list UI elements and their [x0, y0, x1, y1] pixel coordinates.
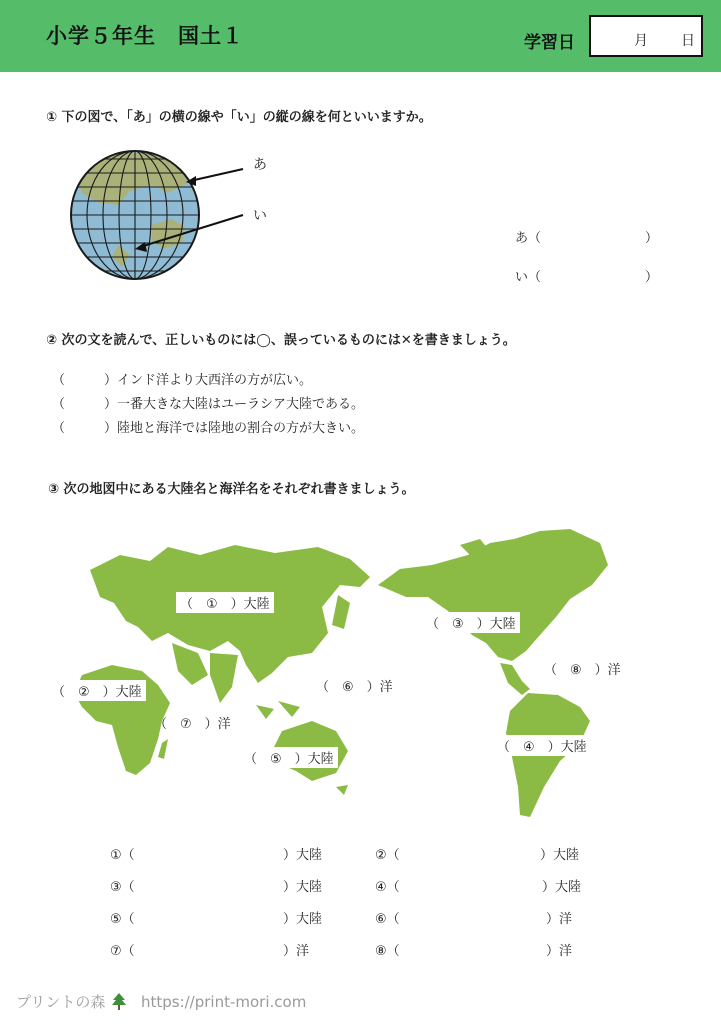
answer-close: ）大陸: [283, 880, 323, 895]
footer-brand: プリントの森: [16, 993, 106, 1011]
tf-item-3[interactable]: （ ）陸地と海洋では陸地の割合の方が大きい。: [52, 421, 365, 436]
date-day-label: 日: [681, 33, 695, 49]
answer-open: ⑧（: [375, 944, 400, 959]
footer: [16, 990, 306, 1012]
map-label-5: （ ⑤ ）大陸: [240, 747, 338, 768]
map-label-2: （ ② ）大陸: [48, 680, 146, 701]
tf-item-1[interactable]: （ ）インド洋より大西洋の方が広い。: [52, 373, 313, 388]
map-label-6: （ ⑥ ）洋: [316, 680, 393, 695]
answer-i-field[interactable]: い（ ）: [515, 270, 659, 285]
map-label-4: （ ④ ）大陸: [493, 735, 591, 756]
answer-a-field[interactable]: あ（ ）: [515, 231, 659, 246]
question-2-prompt: ② 次の文を読んで、正しいものには◯、誤っているものには✕を書きましょう。: [46, 333, 516, 348]
answer-close: ）洋: [546, 912, 573, 927]
answer-open: ⑦（: [110, 944, 135, 959]
answer-close: ）洋: [546, 944, 573, 959]
globe-illustration: [60, 145, 280, 285]
globe-label-a: あ: [253, 157, 267, 173]
tf-item-2[interactable]: （ ）一番大きな大陸はユーラシア大陸である。: [52, 397, 365, 412]
map-label-3: （ ③ ）大陸: [422, 612, 520, 633]
answer-open: ③（: [110, 880, 135, 895]
answer-close: ）洋: [283, 944, 310, 959]
globe-label-i: い: [253, 208, 267, 224]
answer-open: ②（: [375, 848, 400, 863]
map-label-1: （ ① ）大陸: [176, 592, 274, 613]
tree-icon: [112, 993, 126, 1010]
question-3-prompt: ③ 次の地図中にある大陸名と海洋名をそれぞれ書きましょう。: [48, 482, 415, 497]
map-label-7: （ ⑦ ）洋: [154, 717, 231, 732]
answer-open: ⑥（: [375, 912, 400, 927]
answer-open: ⑤（: [110, 912, 135, 927]
answer-open: ①（: [110, 848, 135, 863]
date-label: 学習日: [524, 33, 575, 53]
question-1-prompt: ① 下の図で、「あ」の横の線や「い」の縦の線を何といいますか。: [46, 110, 432, 125]
answer-close: ）大陸: [283, 912, 323, 927]
answer-close: ）大陸: [542, 880, 582, 895]
answer-close: ）大陸: [540, 848, 580, 863]
footer-url[interactable]: https://print-mori.com: [140, 993, 307, 1011]
map-label-8: （ ⑧ ）洋: [544, 663, 621, 678]
answer-open: ④（: [375, 880, 400, 895]
date-month-label: 月: [634, 33, 648, 49]
worksheet-title: 小学５年生 国土１: [46, 24, 244, 48]
answer-close: ）大陸: [283, 848, 323, 863]
